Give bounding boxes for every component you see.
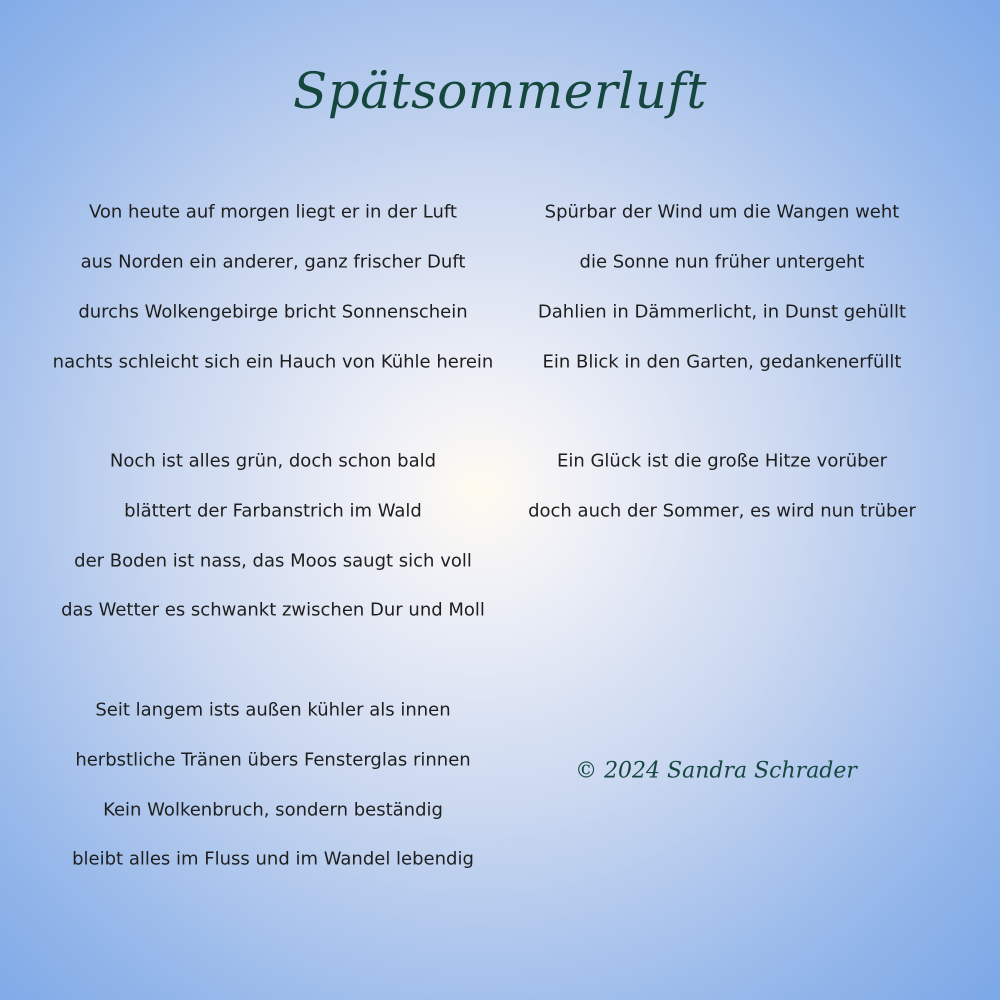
poem-line: blättert der Farbanstrich im Wald bbox=[124, 500, 422, 522]
copyright-notice: © 2024 Sandra Schrader bbox=[575, 758, 857, 784]
poem-line: Ein Glück ist die große Hitze vorüber bbox=[556, 450, 888, 472]
poem-line: das Wetter es schwankt zwischen Dur und Moll bbox=[61, 599, 485, 621]
poem-line: Von heute auf morgen liegt er in der Luft bbox=[89, 201, 457, 223]
poem-line: Seit langem ists außen kühler als innen bbox=[95, 699, 451, 721]
poem-line: durchs Wolkengebirge bricht Sonnenschein bbox=[78, 301, 468, 323]
poem-line: Dahlien in Dämmerlicht, in Dunst gehüllt bbox=[537, 301, 907, 323]
poem-line: nachts schleicht sich ein Hauch von Kühle herein bbox=[52, 351, 494, 373]
poem-line: Spürbar der Wind um die Wangen weht bbox=[544, 201, 900, 223]
poem-line: doch auch der Sommer, es wird nun trüber bbox=[528, 500, 916, 522]
poem-line: aus Norden ein anderer, ganz frischer Duft bbox=[80, 251, 466, 273]
poem-title: Spätsommerluft bbox=[292, 62, 708, 120]
poem-line: der Boden ist nass, das Moos saugt sich voll bbox=[74, 550, 472, 572]
poem-line: Kein Wolkenbruch, sondern beständig bbox=[103, 799, 443, 821]
poem-line: Noch ist alles grün, doch schon bald bbox=[109, 450, 437, 472]
poem-line: Ein Blick in den Garten, gedankenerfüllt bbox=[542, 351, 902, 373]
poem-line: bleibt alles im Fluss und im Wandel lebendig bbox=[72, 848, 474, 870]
poem-line: die Sonne nun früher untergeht bbox=[579, 251, 865, 273]
poem-line: herbstliche Tränen übers Fensterglas rinnen bbox=[75, 749, 471, 771]
